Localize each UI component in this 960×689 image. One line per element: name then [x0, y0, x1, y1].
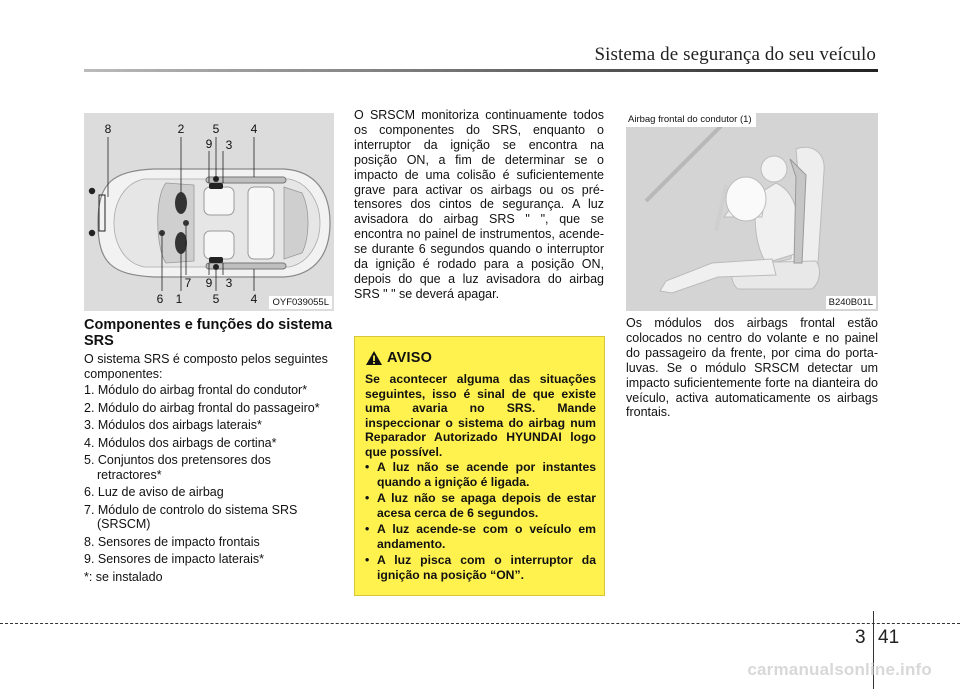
- list-item: [365, 460, 596, 489]
- section-title: Componentes e funções do sistema SRS: [84, 317, 333, 349]
- list-item: 6. Luz de aviso de airbag: [84, 485, 224, 499]
- warning-item-text: A luz não se acende por instantes quando a ignição é ligada.: [377, 460, 596, 489]
- list-item: [365, 553, 596, 582]
- callout-label: 6: [156, 292, 164, 306]
- callout-label: 1: [175, 292, 183, 306]
- components-list: [84, 383, 334, 587]
- callout-label: 9: [205, 137, 213, 151]
- warning-header: [365, 345, 596, 371]
- list-item: [365, 522, 596, 551]
- callout-label: 3: [225, 276, 233, 290]
- bullet: •: [365, 491, 370, 505]
- figure-caption: Airbag frontal do condutor (1): [626, 113, 756, 127]
- list-item: 4. Módulos dos airbags de cortina*: [84, 435, 277, 450]
- callout-label: 5: [212, 292, 220, 306]
- srs-components-diagram: [84, 113, 334, 311]
- warning-triangle-icon: [365, 350, 383, 366]
- bullet: •: [365, 553, 370, 567]
- list-item: *: se instalado: [84, 569, 163, 584]
- bullet: •: [365, 522, 370, 536]
- warning-text: Se acontecer alguma das situações seguintes, isso é sinal de que existe uma avaria no SRS. Mande inspeccionar o sistema do airbag num Reparador Autorizado HYUNDAI logo que possível.: [365, 372, 596, 459]
- bullet: •: [365, 460, 370, 474]
- warning-list: [365, 460, 596, 582]
- callout-label: 7: [184, 276, 192, 290]
- warning-item-text: A luz pisca com o interruptor da ignição na posição “ON”.: [377, 553, 596, 582]
- callout-label: 4: [250, 122, 258, 136]
- list-item: 1. Módulo do airbag frontal do condutor*: [84, 383, 308, 397]
- front-airbag-paragraph: Os módulos dos airbags frontal estão colocados no centro do volante e no painel do passageiro da frente, por cima do porta-luvas. Se o módulo SRSCM detectar um impacto suficientemente forte na dianteira do veículo, activa automaticamente os airbags frontais.: [626, 316, 878, 420]
- warning-box: [354, 336, 605, 596]
- figure-code: B240B01L: [826, 296, 876, 309]
- callout-label: 2: [177, 122, 185, 136]
- list-item: 8. Sensores de impacto frontais: [84, 534, 260, 549]
- list-item: 9. Sensores de impacto laterais*: [84, 552, 264, 566]
- callout-label: 5: [212, 122, 220, 136]
- list-item: [365, 491, 596, 520]
- section-intro: O sistema SRS é composto pelos seguintes componentes:: [84, 352, 328, 381]
- list-item: 5. Conjuntos dos pretensores dos retractores*: [84, 453, 271, 482]
- callout-label: 4: [250, 292, 258, 306]
- warning-title: AVISO: [387, 350, 433, 366]
- warning-item-text: A luz não se apaga depois de estar acesa cerca de 6 segundos.: [377, 491, 596, 520]
- driver-airbag-drawing: [626, 113, 878, 311]
- page-header-title: Sistema de segurança do seu veículo: [594, 44, 876, 65]
- callout-label: 8: [104, 122, 112, 136]
- figure-code: OYF039055L: [269, 296, 332, 309]
- list-item: 2. Módulo do airbag frontal do passageiro*: [84, 400, 320, 415]
- header-rule: [84, 69, 878, 72]
- warning-item-text: A luz acende-se com o veículo em andamento.: [377, 522, 596, 551]
- watermark: carmanualsonline.info: [747, 660, 932, 679]
- car-top-view-illustration: [84, 113, 334, 311]
- list-item: 3. Módulos dos airbags laterais*: [84, 418, 262, 432]
- footer-rule: [0, 623, 960, 624]
- callout-label: 9: [205, 276, 213, 290]
- driver-airbag-illustration: [626, 113, 878, 311]
- srscm-paragraph: O SRSCM monitoriza continuamente todos os componentes do SRS, enquanto o interruptor da ignição se encontra na posição ON, a fim de determinar se o impacto de uma colisão é suficientemente grave para activar os airbags ou os pré-tensores dos cintos de segurança. A luz avisadora do airbag SRS " ", que se encontra no painel de instrumentos, acende-se durante 6 segundos quando o interruptor da ignição é rodado para a posição ON, depois do que a luz avisadora do airbag SRS " " se deverá apagar.: [354, 108, 604, 301]
- list-item: 7. Módulo de controlo do sistema SRS (SRSCM): [84, 502, 298, 531]
- page-number: 41: [878, 627, 900, 648]
- callout-label: 3: [225, 138, 233, 152]
- chapter-number: 3: [855, 627, 866, 648]
